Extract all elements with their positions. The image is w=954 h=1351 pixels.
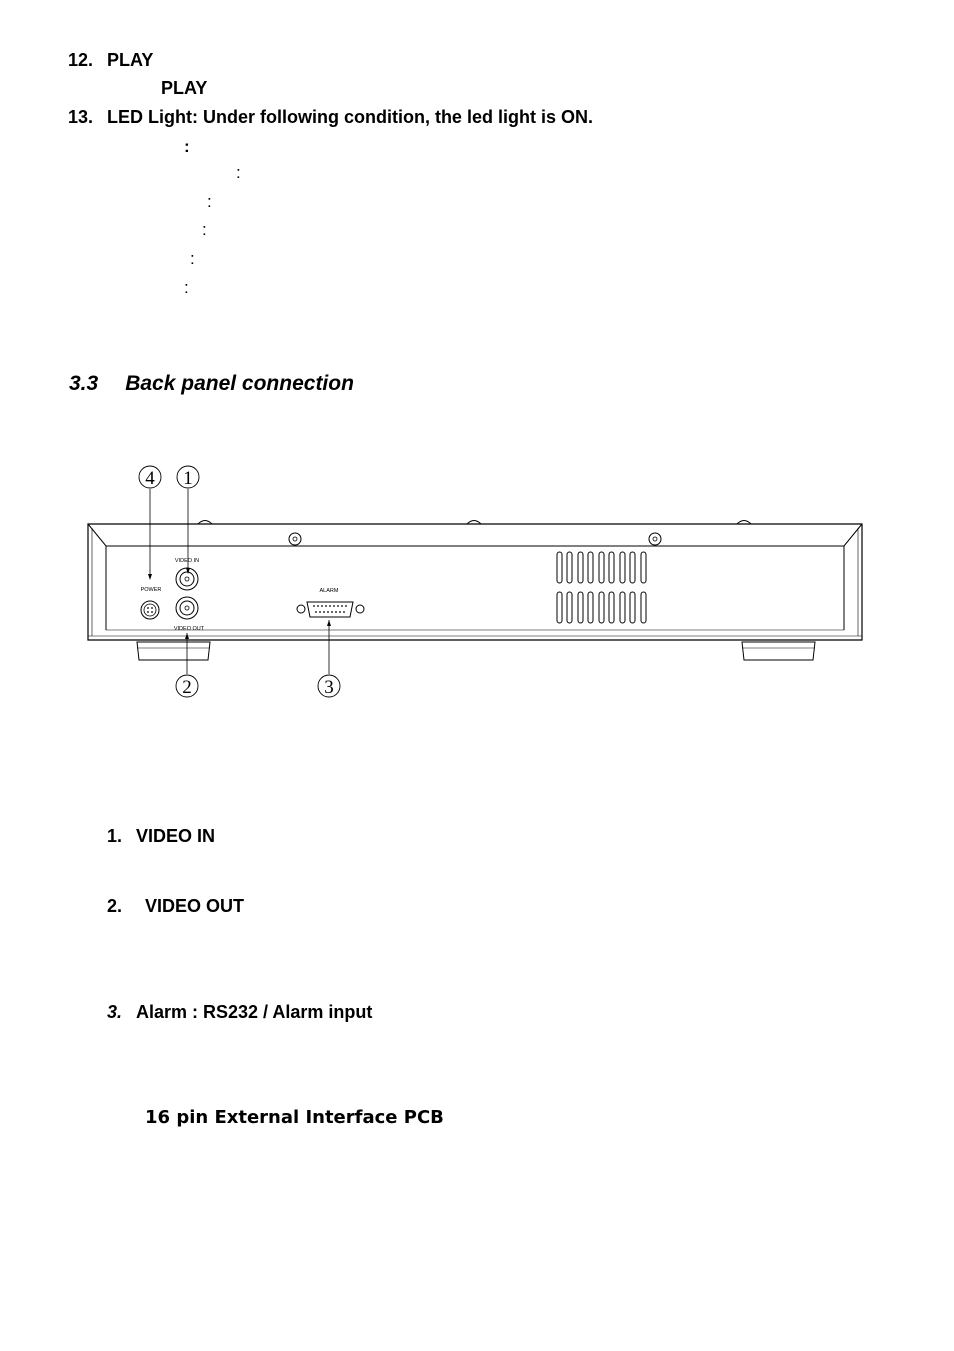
- alarm-label: ALARM: [319, 588, 339, 594]
- back-panel-diagram: [80, 455, 870, 705]
- list-item-3-label: Alarm : RS232 / Alarm input: [136, 1002, 373, 1022]
- list-item-2-label: VIDEO OUT: [145, 896, 245, 916]
- video-in-connector: [176, 568, 198, 590]
- led-condition-colon: :: [207, 192, 212, 211]
- video-in-label: VIDEO IN: [174, 558, 200, 564]
- section-heading: [69, 372, 354, 396]
- led-condition-colon: :: [190, 249, 195, 268]
- power-label: POWER: [140, 587, 162, 593]
- callout-1: 1: [183, 468, 193, 489]
- led-condition-colon: :: [202, 220, 207, 239]
- power-connector: [141, 601, 159, 619]
- item-13-text: LED Light: Under following condition, the led light is ON.: [107, 107, 593, 127]
- video-out-connector: [176, 597, 198, 619]
- video-out-label: VIDEO OUT: [173, 626, 205, 632]
- item-12-sublabel: PLAY: [161, 78, 208, 98]
- item-12-number: 12.: [68, 50, 94, 70]
- list-item-3-number: 3.: [107, 1002, 123, 1022]
- list-item-1-label: VIDEO IN: [136, 826, 216, 846]
- callout-3: 3: [324, 677, 334, 698]
- led-condition-colon: :: [236, 163, 241, 182]
- item-13-number: 13.: [68, 107, 94, 127]
- alarm-connector: [297, 602, 364, 617]
- list-item-2-number: 2.: [107, 896, 123, 916]
- callout-2: 2: [182, 677, 192, 698]
- section-number: 3.3: [69, 372, 99, 395]
- led-condition-colon: :: [184, 278, 189, 297]
- led-condition-colon: :: [184, 137, 190, 156]
- section-title: Back panel connection: [125, 372, 354, 395]
- callout-4: 4: [145, 468, 155, 489]
- list-item-1-number: 1.: [107, 826, 123, 846]
- pcb-title: 16 pin External Interface PCB: [145, 1107, 444, 1128]
- item-12-label: PLAY: [107, 50, 154, 70]
